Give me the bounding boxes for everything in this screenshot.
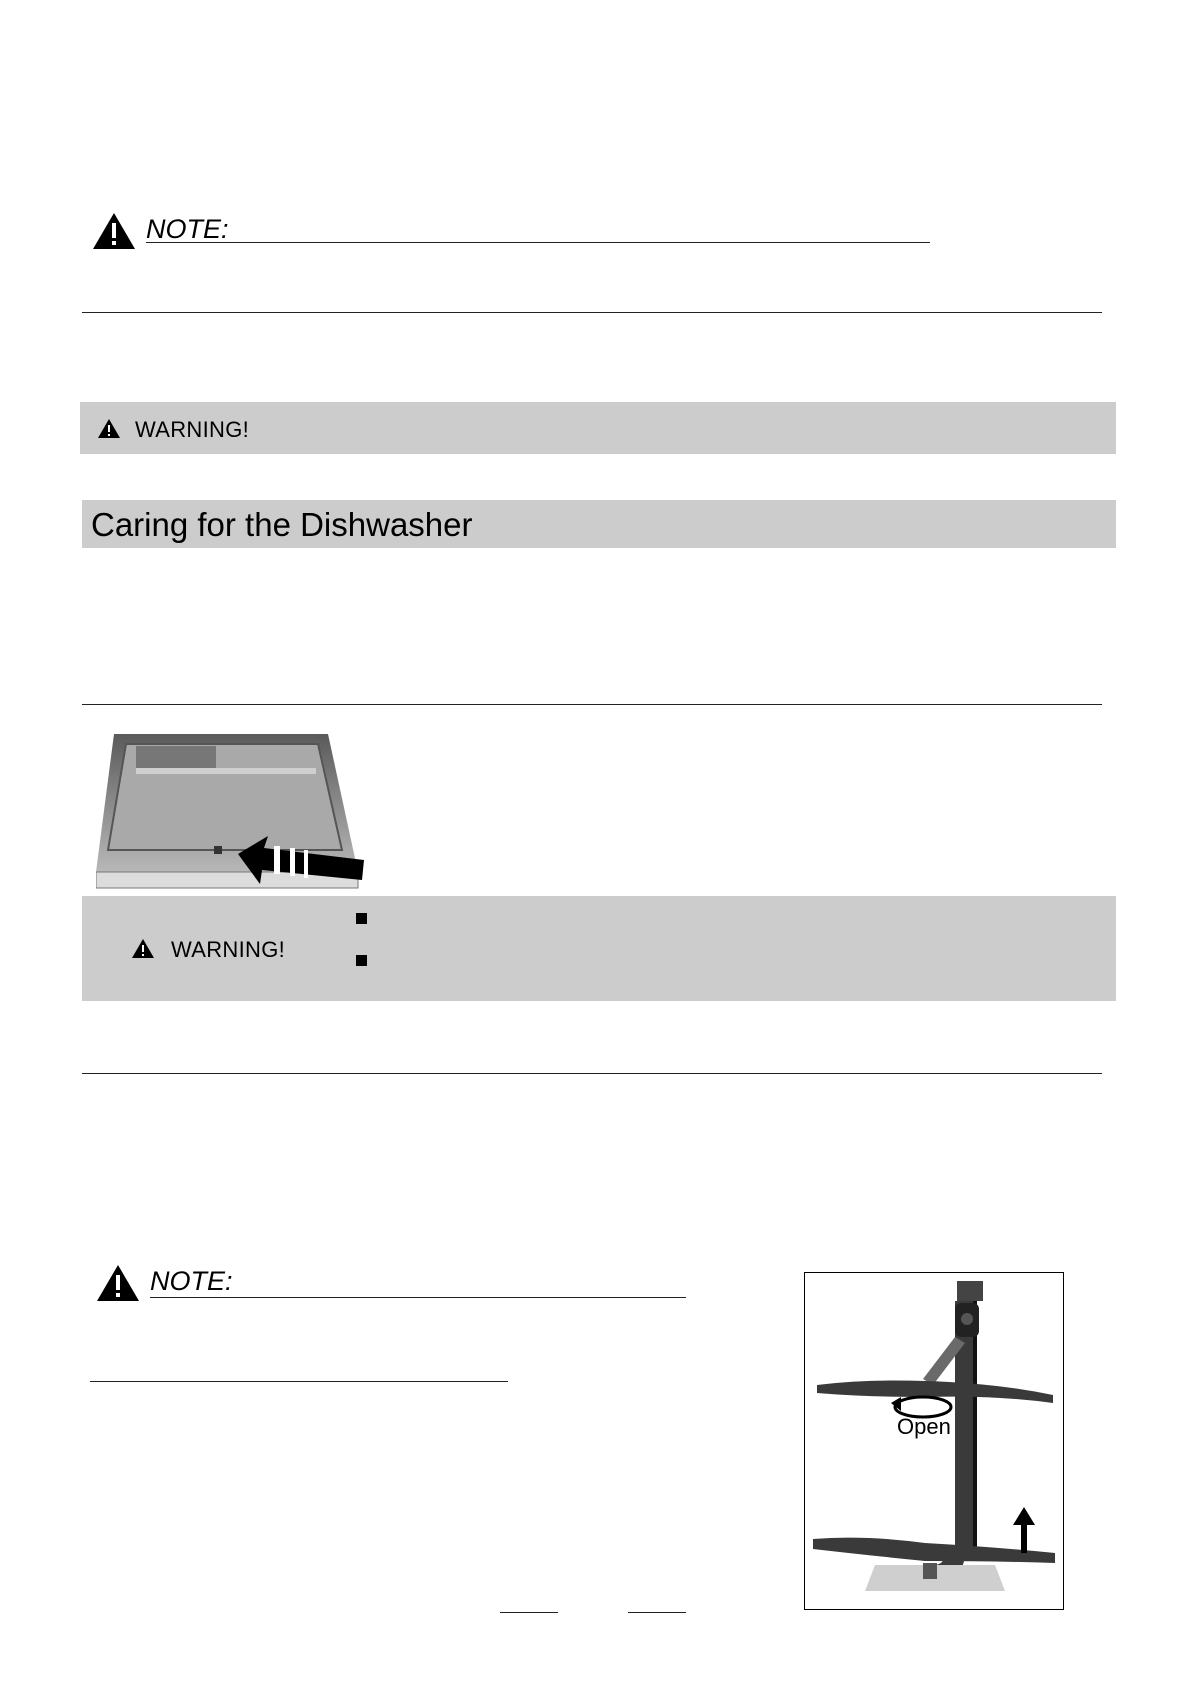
arrow-icon (234, 832, 374, 892)
open-label: Open (897, 1414, 951, 1439)
warning-label: WARNING! (135, 417, 250, 442)
warning-triangle-icon (132, 939, 154, 958)
divider (82, 704, 1102, 705)
warning-triangle-icon (98, 419, 120, 438)
dishwasher-door-photo (96, 732, 376, 892)
note-underline (150, 1297, 686, 1298)
divider (82, 312, 1102, 313)
short-underline (628, 1612, 686, 1613)
short-underline (500, 1612, 558, 1613)
divider (82, 1073, 1102, 1074)
note-title: NOTE: (150, 1266, 233, 1296)
section-title-band (82, 500, 1116, 548)
bullet-icon (356, 955, 367, 966)
warning-triangle-icon (92, 212, 136, 250)
warning-label: WARNING! (171, 937, 286, 962)
spray-arm-figure (804, 1272, 1064, 1610)
section-title: Caring for the Dishwasher (91, 506, 473, 543)
note-title: NOTE: (146, 214, 229, 244)
warning-band-top (80, 402, 1116, 454)
short-divider (90, 1381, 508, 1382)
warning-triangle-icon (96, 1264, 140, 1302)
warning-band-middle (82, 896, 1116, 1001)
bullet-icon (356, 913, 367, 924)
note-underline (146, 242, 930, 243)
